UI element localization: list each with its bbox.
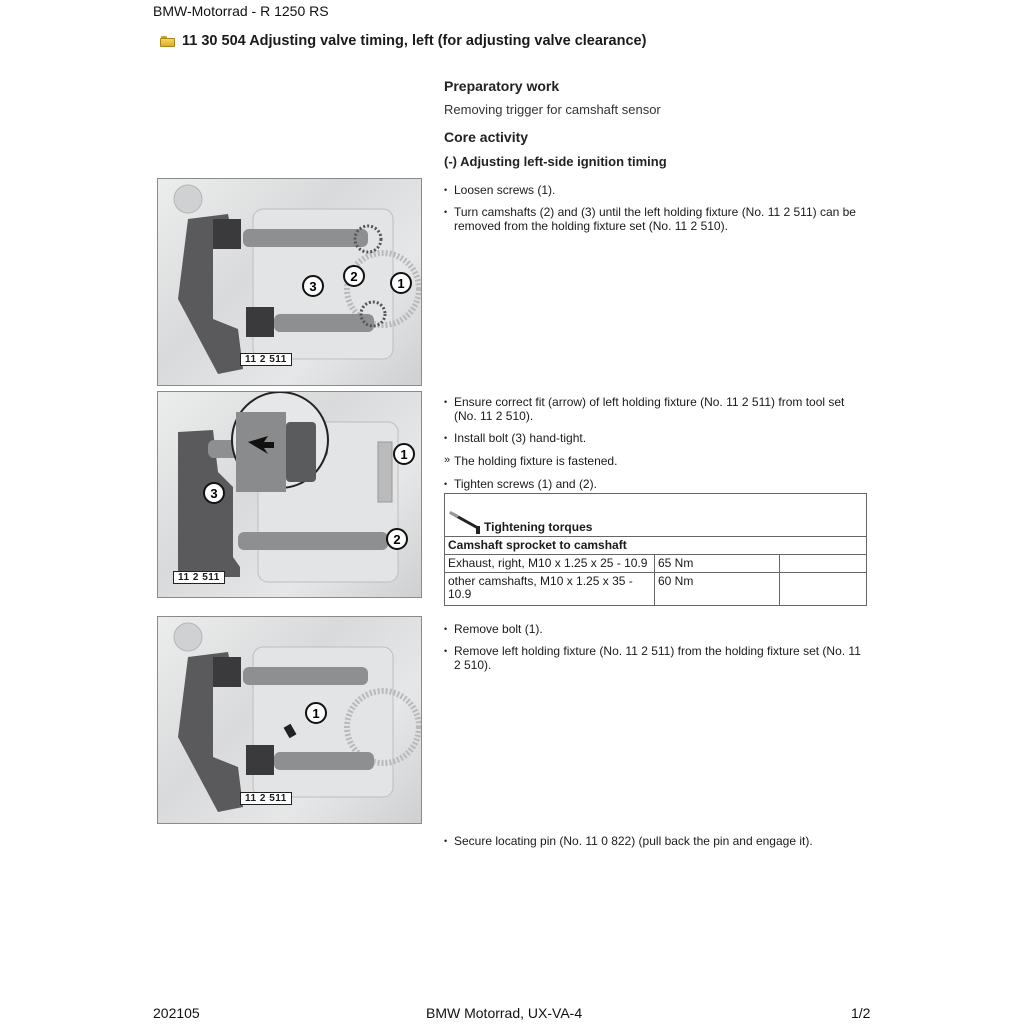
svg-text:2: 2 — [350, 269, 358, 284]
core-heading: Core activity — [444, 129, 529, 145]
footer-date-code: 202105 — [153, 1005, 200, 1021]
figure-engine-camshafts-2 — [157, 391, 422, 598]
step-item: • Loosen screws (1). — [444, 183, 556, 197]
tool-number-label: 11 2 511 — [240, 792, 292, 805]
torque-note — [780, 555, 867, 573]
torque-value: 60 Nm — [655, 573, 780, 606]
step-item: • Install bolt (3) hand-tight. — [444, 431, 587, 445]
tool-number-label: 11 2 511 — [173, 571, 225, 584]
bullet-icon: • — [444, 207, 448, 217]
bullet-icon: • — [444, 479, 448, 489]
callout-3 — [303, 276, 323, 296]
torque-table — [444, 493, 867, 606]
torque-table-title: Tightening torques — [484, 520, 593, 534]
step-item: • Remove bolt (1). — [444, 622, 543, 636]
tool-number-label: 11 2 511 — [240, 353, 292, 366]
step-item: • Ensure correct fit (arrow) of left holding fixture (No. 11 2 511) from tool set (No. 11 2 510). — [444, 395, 845, 423]
svg-text:1: 1 — [397, 276, 405, 291]
svg-text:1: 1 — [312, 706, 320, 721]
callout-2 — [387, 529, 407, 549]
torque-desc: Exhaust, right, M10 x 1.25 x 25 - 10.9 — [445, 555, 655, 573]
folder-icon — [160, 36, 176, 47]
bullet-icon: • — [444, 397, 448, 407]
bullet-icon: • — [444, 185, 448, 195]
preparatory-item: Removing trigger for camshaft sensor — [444, 102, 661, 117]
preparatory-heading: Preparatory work — [444, 78, 560, 94]
document-title — [160, 33, 646, 49]
figure-engine-camshafts-3 — [157, 616, 422, 824]
bullet-icon: • — [444, 624, 448, 634]
result-item: » The holding fixture is fastened. — [444, 454, 618, 468]
footer-page-number: 1/2 — [851, 1005, 871, 1021]
torque-group-label: Camshaft sprocket to camshaft — [445, 537, 867, 555]
svg-text:3: 3 — [309, 279, 317, 294]
step-item: • Secure locating pin (No. 11 0 822) (pull back the pin and engage it). — [444, 834, 813, 848]
svg-text:1: 1 — [400, 447, 408, 462]
callouts-overlay — [158, 392, 421, 597]
figure-engine-camshafts-1 — [157, 178, 422, 386]
document-title-text: 11 30 504 Adjusting valve timing, left (for adjusting valve clearance) — [182, 33, 647, 49]
torque-table-title-cell — [445, 494, 867, 537]
svg-text:2: 2 — [393, 532, 401, 547]
core-subheading: (-) Adjusting left-side ignition timing — [444, 154, 667, 169]
document-product-header: BMW-Motorrad - R 1250 RS — [153, 3, 329, 19]
callout-3 — [204, 483, 224, 503]
callout-1 — [391, 273, 411, 293]
callout-1 — [306, 703, 326, 723]
torque-value: 65 Nm — [655, 555, 780, 573]
table-row — [445, 555, 867, 573]
torque-wrench-icon — [448, 510, 484, 534]
svg-text:3: 3 — [210, 486, 218, 501]
step-item: • Turn camshafts (2) and (3) until the left holding fixture (No. 11 2 511) can be removed from the holding fixture set (No. 11 2 510). — [444, 205, 856, 233]
torque-desc: other camshafts, M10 x 1.25 x 35 - 10.9 — [445, 573, 655, 606]
bullet-icon: • — [444, 836, 448, 846]
footer-publisher: BMW Motorrad, UX-VA-4 — [426, 1005, 583, 1021]
step-item: • Remove left holding fixture (No. 11 2 511) from the holding fixture set (No. 11 2 510). — [444, 644, 861, 672]
callout-2 — [344, 266, 364, 286]
table-row — [445, 573, 867, 606]
step-item: • Tighten screws (1) and (2). — [444, 477, 597, 491]
bullet-icon: • — [444, 646, 448, 656]
result-marker-icon: » — [444, 454, 451, 466]
torque-note — [780, 573, 867, 606]
callout-1 — [394, 444, 414, 464]
bullet-icon: • — [444, 433, 448, 443]
